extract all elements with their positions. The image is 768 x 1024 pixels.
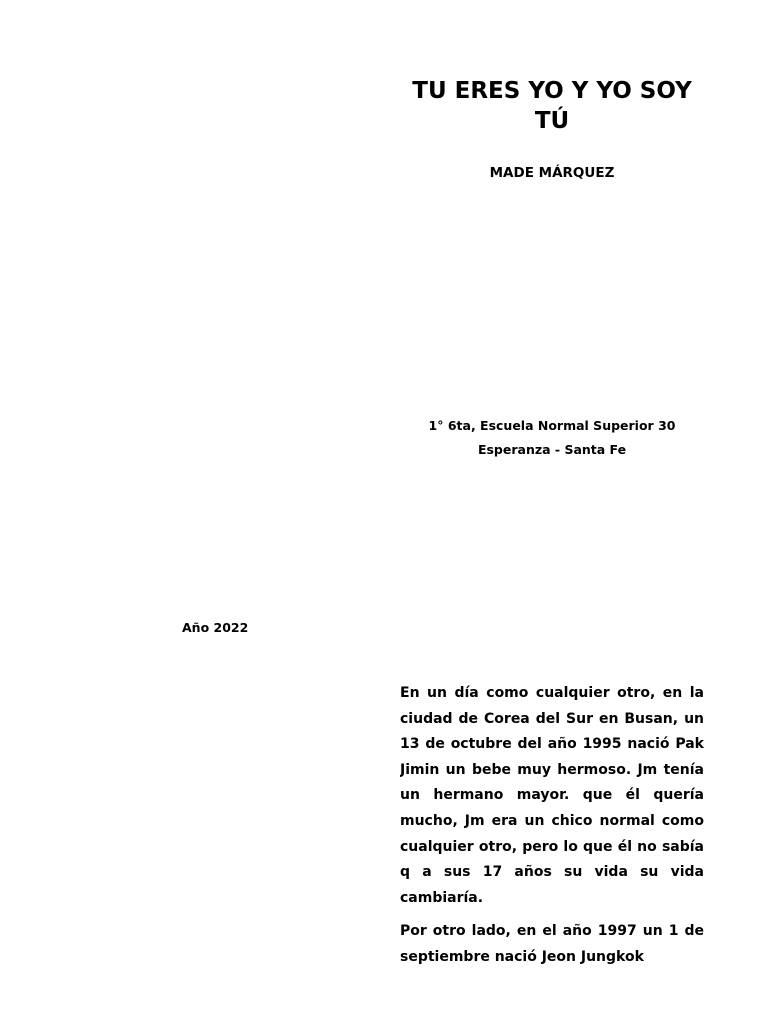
document-year: Año 2022 bbox=[182, 620, 249, 635]
paragraph: En un día como cualquier otro, en la ciudad de Corea del Sur en Busan, un 13 de octubre del año 1995 nació Pak Jimin un bebe muy hermoso. Jm tenía un hermano mayor. que él quería mucho, Jm era un chico normal como cualquier otro, pero lo que él no sabía q a sus 17 años su vida su vida cambiaría. bbox=[400, 685, 704, 906]
document-author: MADE MÁRQUEZ bbox=[489, 165, 615, 181]
document-title: TU ERES YO Y YO SOY TÚ bbox=[412, 78, 692, 134]
paragraph: Por otro lado, en el año 1997 un 1 de septiembre nació Jeon Jungkok bbox=[400, 923, 704, 965]
body-text bbox=[400, 681, 704, 971]
institution-line-2: Esperanza - Santa Fe bbox=[477, 442, 627, 457]
institution-block bbox=[400, 414, 704, 462]
institution-line-1: 1° 6ta, Escuela Normal Superior 30 bbox=[428, 418, 676, 433]
